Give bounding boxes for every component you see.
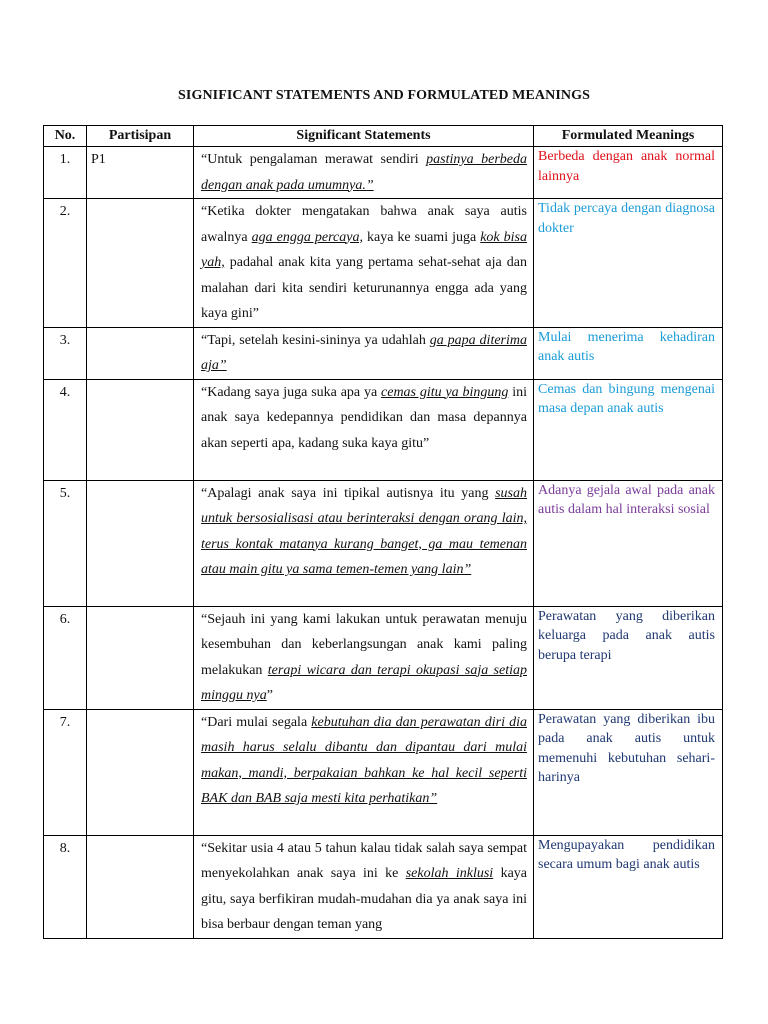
formulated-meaning-cell: Tidak percaya dengan diagnosa dokter: [534, 199, 723, 328]
participant-cell: [87, 327, 194, 379]
underlined-phrase: aga engga percaya,: [251, 229, 363, 245]
table-row: [44, 199, 723, 328]
header-no: No.: [44, 126, 87, 147]
significant-statement-cell: [194, 606, 534, 709]
table-row: [44, 327, 723, 379]
table-row: [44, 147, 723, 199]
underlined-phrase: susah untuk bersosialisasi atau berinteraksi dengan orang lain, terus kontak matanya kurang banget, ga mau temenan atau main gitu ya sama temen-temen yang lain”: [201, 485, 527, 577]
underlined-phrase: sekolah inklusi: [405, 866, 494, 881]
formulated-meaning-cell: Adanya gejala awal pada anak autis dalam hal interaksi sosial: [534, 480, 723, 606]
table-row: [44, 379, 723, 480]
participant-cell: [87, 480, 194, 606]
formulated-meaning-cell: Perawatan yang diberikan keluarga pada anak autis berupa terapi: [534, 606, 723, 709]
statement-text: ini anak saya kedepannya pendidikan dan masa depannya akan seperti apa, kadang suka kaya gitu”: [201, 384, 527, 451]
participant-cell: [87, 379, 194, 480]
statements-table: [43, 125, 723, 939]
formulated-meaning-cell: Mengupayakan pendidikan secara umum bagi anak autis: [534, 835, 723, 938]
participant-cell: [87, 709, 194, 835]
row-number: 3.: [44, 327, 87, 379]
table-row: [44, 606, 723, 709]
row-number: 7.: [44, 709, 87, 835]
formulated-meaning-cell: Mulai menerima kehadiran anak autis: [534, 327, 723, 379]
participant-cell: [87, 199, 194, 328]
significant-statement-cell: [194, 835, 534, 938]
row-number: 6.: [44, 606, 87, 709]
statement-text: ”: [266, 688, 273, 703]
row-number: 5.: [44, 480, 87, 606]
header-significant-statements: Significant Statements: [194, 126, 534, 147]
underlined-phrase: cemas gitu ya bingung: [381, 384, 509, 400]
significant-statement-cell: [194, 480, 534, 606]
statement-text: kaya gitu, saya berfikiran mudah-mudahan dia ya anak saya ini bisa berbaur dengan teman yang: [201, 866, 527, 932]
statement-text: “Ketika dokter mengatakan bahwa anak saya autis awalnya: [201, 204, 527, 245]
underlined-phrase: ga papa diterima aja”: [201, 332, 527, 373]
significant-statement-cell: [194, 709, 534, 835]
statement-text: “Sekitar usia 4 atau 5 tahun kalau tidak salah saya sempat menyekolahkan anak saya ini ke: [201, 840, 527, 881]
significant-statement-cell: [194, 199, 534, 328]
participant-cell: [87, 606, 194, 709]
row-number: 2.: [44, 199, 87, 328]
table-row: [44, 480, 723, 606]
participant-cell: P1: [87, 147, 194, 199]
row-number: 8.: [44, 835, 87, 938]
statement-text: “Kadang saya juga suka apa ya: [201, 384, 382, 400]
underlined-phrase: kebutuhan dia dan perawatan diri dia masih harus selalu dibantu dan dipantau dari mulai makan, mandi, berpakaian bahkan ke hal kecil seperti BAK dan BAB saja mesti kita perhatikan”: [201, 714, 527, 806]
row-number: 4.: [44, 379, 87, 480]
row-number: 1.: [44, 147, 87, 199]
significant-statement-cell: [194, 379, 534, 480]
document-title: SIGNIFICANT STATEMENTS AND FORMULATED MEANINGS: [178, 88, 590, 103]
significant-statement-cell: [194, 147, 534, 199]
statement-text: “Apalagi anak saya ini tipikal autisnya itu yang: [201, 485, 496, 501]
underlined-phrase: kok bisa yah,: [201, 229, 527, 270]
table-row: [44, 835, 723, 938]
statement-text: “Sejauh ini yang kami lakukan untuk perawatan menuju kesembuhan dan keberlangsungan anak kami paling melakukan: [201, 611, 527, 678]
formulated-meaning-cell: Berbeda dengan anak normal lainnya: [534, 147, 723, 199]
underlined-phrase: terapi wicara dan terapi okupasi saja setiap minggu nya: [201, 662, 528, 703]
statement-text: padahal anak kita yang pertama sehat-sehat aja dan malahan dari kita sendiri keturunannya engga ada yang kaya gini”: [201, 255, 527, 321]
underlined-phrase: pastinya berbeda dengan anak pada umumnya.”: [201, 152, 527, 193]
statement-text: “Tapi, setelah kesini-sininya ya udahlah: [201, 332, 430, 348]
statement-text: “Dari mulai segala: [201, 714, 312, 730]
table-header-row: [44, 126, 723, 147]
header-formulated-meanings: Formulated Meanings: [534, 126, 723, 147]
header-participant: Partisipan: [87, 126, 194, 147]
formulated-meaning-cell: Perawatan yang diberikan ibu pada anak autis untuk memenuhi kebutuhan sehari-harinya: [534, 709, 723, 835]
statement-text: “Untuk pengalaman merawat sendiri: [201, 152, 427, 167]
statement-text: kaya ke suami juga: [362, 229, 481, 245]
significant-statement-cell: [194, 327, 534, 379]
participant-cell: [87, 835, 194, 938]
table-row: [44, 709, 723, 835]
formulated-meaning-cell: Cemas dan bingung mengenai masa depan anak autis: [534, 379, 723, 480]
